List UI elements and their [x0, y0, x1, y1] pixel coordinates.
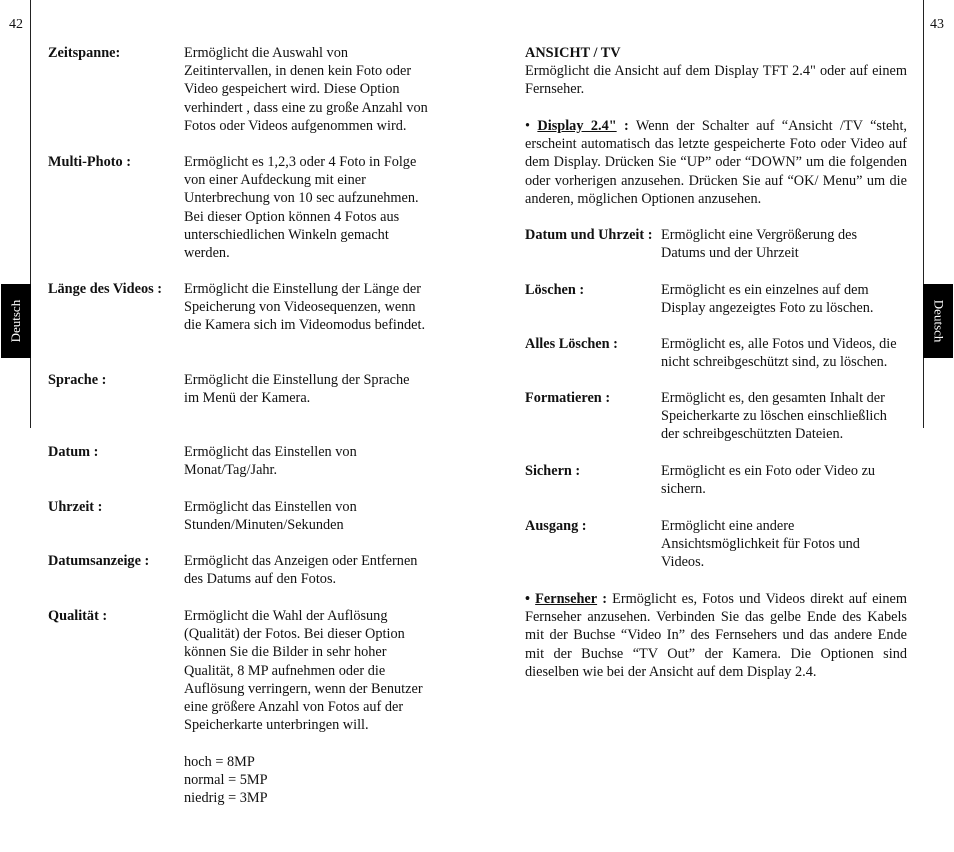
- entry-description: [184, 498, 434, 534]
- entry-description: [661, 517, 911, 572]
- section-heading: [525, 44, 621, 62]
- entry-description: [184, 153, 434, 262]
- description-line: (Qualität) der Fotos. Bei dieser Option: [184, 626, 405, 643]
- entry-term: Sichern :: [525, 463, 581, 479]
- language-tab-label: Deutsch: [7, 299, 23, 343]
- entry-description: [661, 389, 911, 444]
- description-line: Videos.: [661, 554, 705, 571]
- quality-option: normal = 5MP: [184, 771, 268, 788]
- page-number-left: 42: [9, 17, 23, 32]
- colon: :: [602, 591, 607, 607]
- entry-term: Multi-Photo :: [48, 154, 131, 170]
- tv-text: [525, 590, 907, 681]
- entry-description: [184, 371, 434, 407]
- description-line: Ermöglicht es 1,2,3 oder 4 Foto in Folge: [184, 154, 417, 170]
- entry-description: [661, 281, 911, 317]
- description-line: Ermöglicht das Einstellen von: [184, 444, 357, 460]
- description-line: Speicherkarte zu löschen einschließlich: [661, 408, 887, 425]
- description-line: Ermöglicht es ein einzelnes auf dem: [661, 282, 869, 298]
- entry-term: Länge des Videos :: [48, 281, 162, 297]
- description-line: die Kamera sich im Videomodus befindet.: [184, 317, 426, 334]
- blank-line: [184, 734, 434, 752]
- description-line: Zeitintervallen, in denen kein Foto oder: [184, 63, 412, 80]
- entry-description: [184, 280, 434, 335]
- description-line: Datums und der Uhrzeit: [661, 245, 799, 262]
- entry-term: Ausgang :: [525, 518, 587, 534]
- tv-body: Ermöglicht es, Fotos und Videos direkt auf einem Fernseher anzusehen. Verbinden Sie das gelbe Ende des Kabels mit der Buchse “Video In” des Fernsehers und das andere Ende mit der Buchse “TV Out” der Kamera. Die Optionen sind dieselben wie bei der Ansicht auf dem Display 2.4.: [525, 591, 908, 680]
- description-line: Video gespeichert wird. Diese Option: [184, 81, 400, 98]
- display-label: Display 2.4": [537, 118, 617, 134]
- description-line: Ermöglicht die Wahl der Auflösung: [184, 608, 388, 624]
- entry-term: Sprache :: [48, 372, 107, 388]
- entry-description: [661, 462, 911, 498]
- description-line: Ermöglicht es, den gesamten Inhalt der: [661, 390, 885, 406]
- entry-description: [661, 226, 911, 262]
- description-line: Ermöglicht die Auswahl von: [184, 45, 348, 61]
- description-line: Qualität, 8 MP aufnehmen oder die: [184, 662, 386, 679]
- intro-text: Ermöglicht die Ansicht auf dem Display TFT 2.4" oder auf einem Fernseher.: [525, 63, 907, 98]
- language-tab-left: [1, 284, 31, 358]
- description-line: Unterbrechung von 10 sec aufzunehmen.: [184, 190, 419, 207]
- description-line: verhindert , dass eine zu große Anzahl von: [184, 99, 428, 116]
- description-line: Ermöglicht es, alle Fotos und Videos, die: [661, 336, 897, 352]
- description-line: Monat/Tag/Jahr.: [184, 462, 278, 479]
- description-line: des Datums auf den Fotos.: [184, 571, 337, 588]
- entry-term: Qualität :: [48, 608, 108, 624]
- entry-description: [184, 552, 434, 588]
- language-tab-right: [923, 284, 953, 358]
- description-line: Ermöglicht es ein Foto oder Video zu: [661, 463, 876, 479]
- description-line: Auflösung verringern, wenn der Benutzer: [184, 680, 423, 697]
- description-line: Display angezeigtes Foto zu löschen.: [661, 300, 874, 317]
- description-line: Ermöglicht eine andere: [661, 518, 795, 534]
- left-margin-rule: [30, 0, 31, 428]
- entry-description: [184, 44, 434, 135]
- right-margin-rule: [923, 0, 924, 428]
- entry-term: Datum :: [48, 444, 99, 460]
- bullet: •: [525, 591, 531, 607]
- description-line: Ermöglicht das Anzeigen oder Entfernen: [184, 553, 418, 569]
- description-line: unterschiedlichen Winkeln gemacht: [184, 226, 389, 243]
- entry-description: [184, 443, 434, 479]
- bullet: •: [525, 118, 531, 134]
- description-line: nicht schreibgeschützt sind, zu löschen.: [661, 354, 888, 371]
- entry-term: Datumsanzeige :: [48, 553, 150, 569]
- description-line: Ermöglicht die Einstellung der Länge der: [184, 281, 422, 297]
- entry-term: Uhrzeit :: [48, 499, 103, 515]
- heading-text: ANSICHT / TV: [525, 45, 621, 61]
- description-line: werden.: [184, 245, 230, 262]
- tv-paragraph: [525, 590, 907, 681]
- entry-term: Alles Löschen :: [525, 336, 618, 352]
- description-line: Bei dieser Option können 4 Fotos aus: [184, 208, 400, 225]
- colon: :: [624, 118, 629, 134]
- description-line: sichern.: [661, 481, 706, 498]
- description-line: von einer Aufdeckung mit einer: [184, 172, 366, 189]
- description-line: können Sie die Bilder in sehr hoher: [184, 644, 387, 661]
- description-line: Fotos oder Videos aufgenommen wird.: [184, 117, 407, 134]
- description-line: Ermöglicht die Einstellung der Sprache: [184, 372, 410, 388]
- description-line: Speicherkarte unterbringen will.: [184, 717, 369, 734]
- entry-term: Formatieren :: [525, 390, 611, 406]
- description-line: Ermöglicht das Einstellen von: [184, 499, 357, 515]
- entry-description: [661, 335, 911, 371]
- language-tab-label: Deutsch: [931, 299, 947, 343]
- description-line: Stunden/Minuten/Sekunden: [184, 517, 344, 534]
- display-text: [525, 117, 907, 208]
- description-line: Speicherung von Videosequenzen, wenn: [184, 299, 416, 316]
- entry-description: [184, 607, 434, 807]
- description-line: der schreibgeschützten Dateien.: [661, 426, 844, 443]
- quality-option: hoch = 8MP: [184, 753, 255, 770]
- description-line: Ermöglicht eine Vergrößerung des: [661, 227, 858, 243]
- display-body: Wenn der Schalter auf “Ansicht /TV “steht, erscheint automatisch das letzte gespeicherte Foto oder Video auf dem Display. Drücken Sie “UP” oder “DOWN” um die folgenden oder vorherigen anzusehen. Drücken Sie auf “OK/ Menu” um die anderen, möglichen Optionen anzusehen.: [525, 118, 907, 207]
- display-paragraph: [525, 117, 907, 208]
- entry-term: Zeitspanne:: [48, 45, 121, 61]
- description-line: im Menü der Kamera.: [184, 390, 311, 407]
- tv-label: Fernseher: [535, 591, 598, 607]
- intro-paragraph: [525, 62, 907, 98]
- entry-term: Datum und Uhrzeit :: [525, 227, 653, 243]
- quality-option: niedrig = 3MP: [184, 790, 268, 807]
- description-line: Ansichtsmöglichkeit für Fotos und: [661, 536, 860, 553]
- page-number-right: 43: [930, 17, 944, 32]
- description-line: eine größere Anzahl von Fotos auf der: [184, 699, 404, 716]
- entry-term: Löschen :: [525, 282, 585, 298]
